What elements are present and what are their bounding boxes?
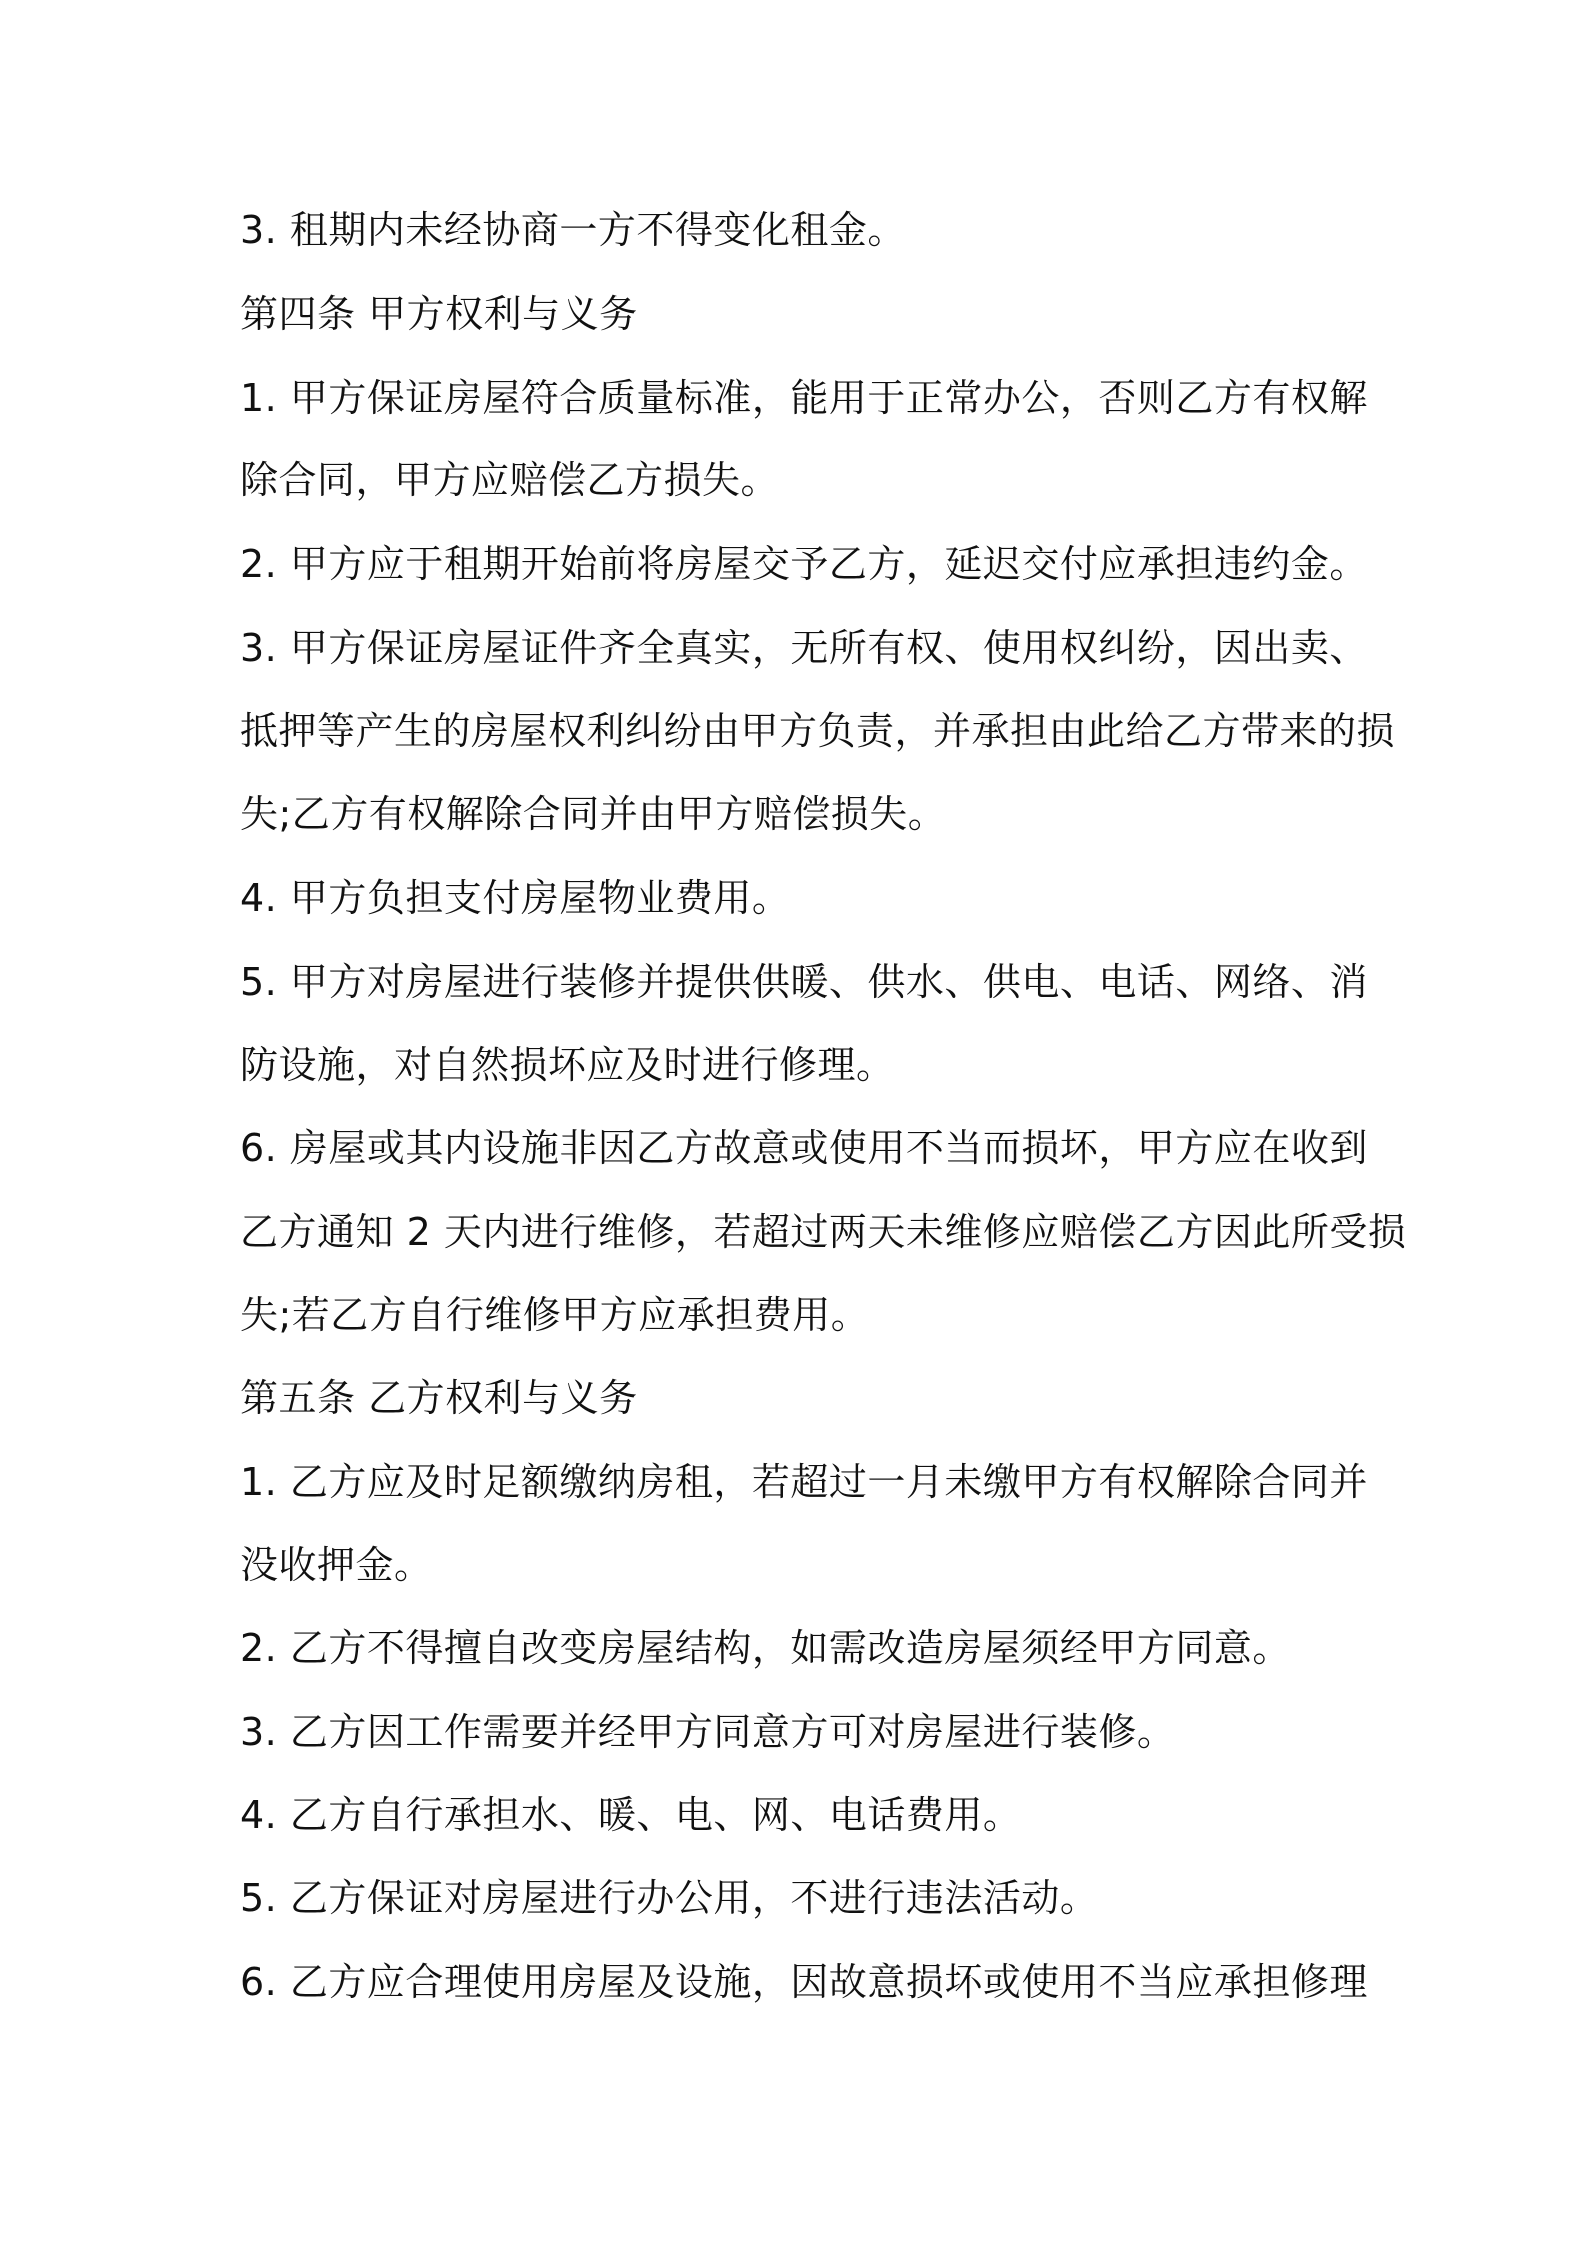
clause-5-3-line: 3. 乙方因工作需要并经甲方同意方可对房屋进行装修。 xyxy=(240,1710,1176,1754)
clause-5-1-line-2: 没收押金。 xyxy=(240,1543,433,1587)
clause-4-3-line-2: 抵押等产生的房屋权利纠纷由甲方负责，并承担由此给乙方带来的损 xyxy=(240,709,1396,753)
clause-4-5-line-2: 防设施，对自然损坏应及时进行修理。 xyxy=(240,1043,895,1087)
clause-4-6-line-1: 6. 房屋或其内设施非因乙方故意或使用不当而损坏，甲方应在收到 xyxy=(240,1126,1368,1170)
clause-4-1-line-1: 1. 甲方保证房屋符合质量标准，能用于正常办公，否则乙方有权解 xyxy=(240,376,1368,420)
clause-4-6-line-2: 乙方通知 2 天内进行维修，若超过两天未维修应赔偿乙方因此所受损 xyxy=(240,1210,1407,1254)
clause-4-5-line-1: 5. 甲方对房屋进行装修并提供供暖、供水、供电、电话、网络、消 xyxy=(240,960,1368,1004)
clause-4-6-line-3: 失;若乙方自行维修甲方应承担费用。 xyxy=(240,1293,870,1337)
clause-4-3-line-1: 3. 甲方保证房屋证件齐全真实，无所有权、使用权纠纷，因出卖、 xyxy=(240,626,1368,670)
clause-5-5-line: 5. 乙方保证对房屋进行办公用，不进行违法活动。 xyxy=(240,1876,1099,1920)
clause-4-4-line: 4. 甲方负担支付房屋物业费用。 xyxy=(240,876,791,920)
clause-4-3-line: 3. 租期内未经协商一方不得变化租金。 xyxy=(240,208,906,252)
clause-4-1-line-2: 除合同，甲方应赔偿乙方损失。 xyxy=(240,458,780,502)
clause-4-3-line-3: 失;乙方有权解除合同并由甲方赔偿损失。 xyxy=(240,792,947,836)
article-5-heading: 第五条 乙方权利与义务 xyxy=(240,1376,638,1420)
clause-4-2-line: 2. 甲方应于租期开始前将房屋交予乙方，延迟交付应承担违约金。 xyxy=(240,542,1368,586)
clause-5-1-line-1: 1. 乙方应及时足额缴纳房租，若超过一月未缴甲方有权解除合同并 xyxy=(240,1460,1368,1504)
article-4-heading: 第四条 甲方权利与义务 xyxy=(240,292,638,336)
clause-5-6-line-1: 6. 乙方应合理使用房屋及设施，因故意损坏或使用不当应承担修理 xyxy=(240,1960,1368,2004)
clause-5-4-line: 4. 乙方自行承担水、暖、电、网、电话费用。 xyxy=(240,1793,1022,1837)
clause-5-2-line: 2. 乙方不得擅自改变房屋结构，如需改造房屋须经甲方同意。 xyxy=(240,1626,1291,1670)
